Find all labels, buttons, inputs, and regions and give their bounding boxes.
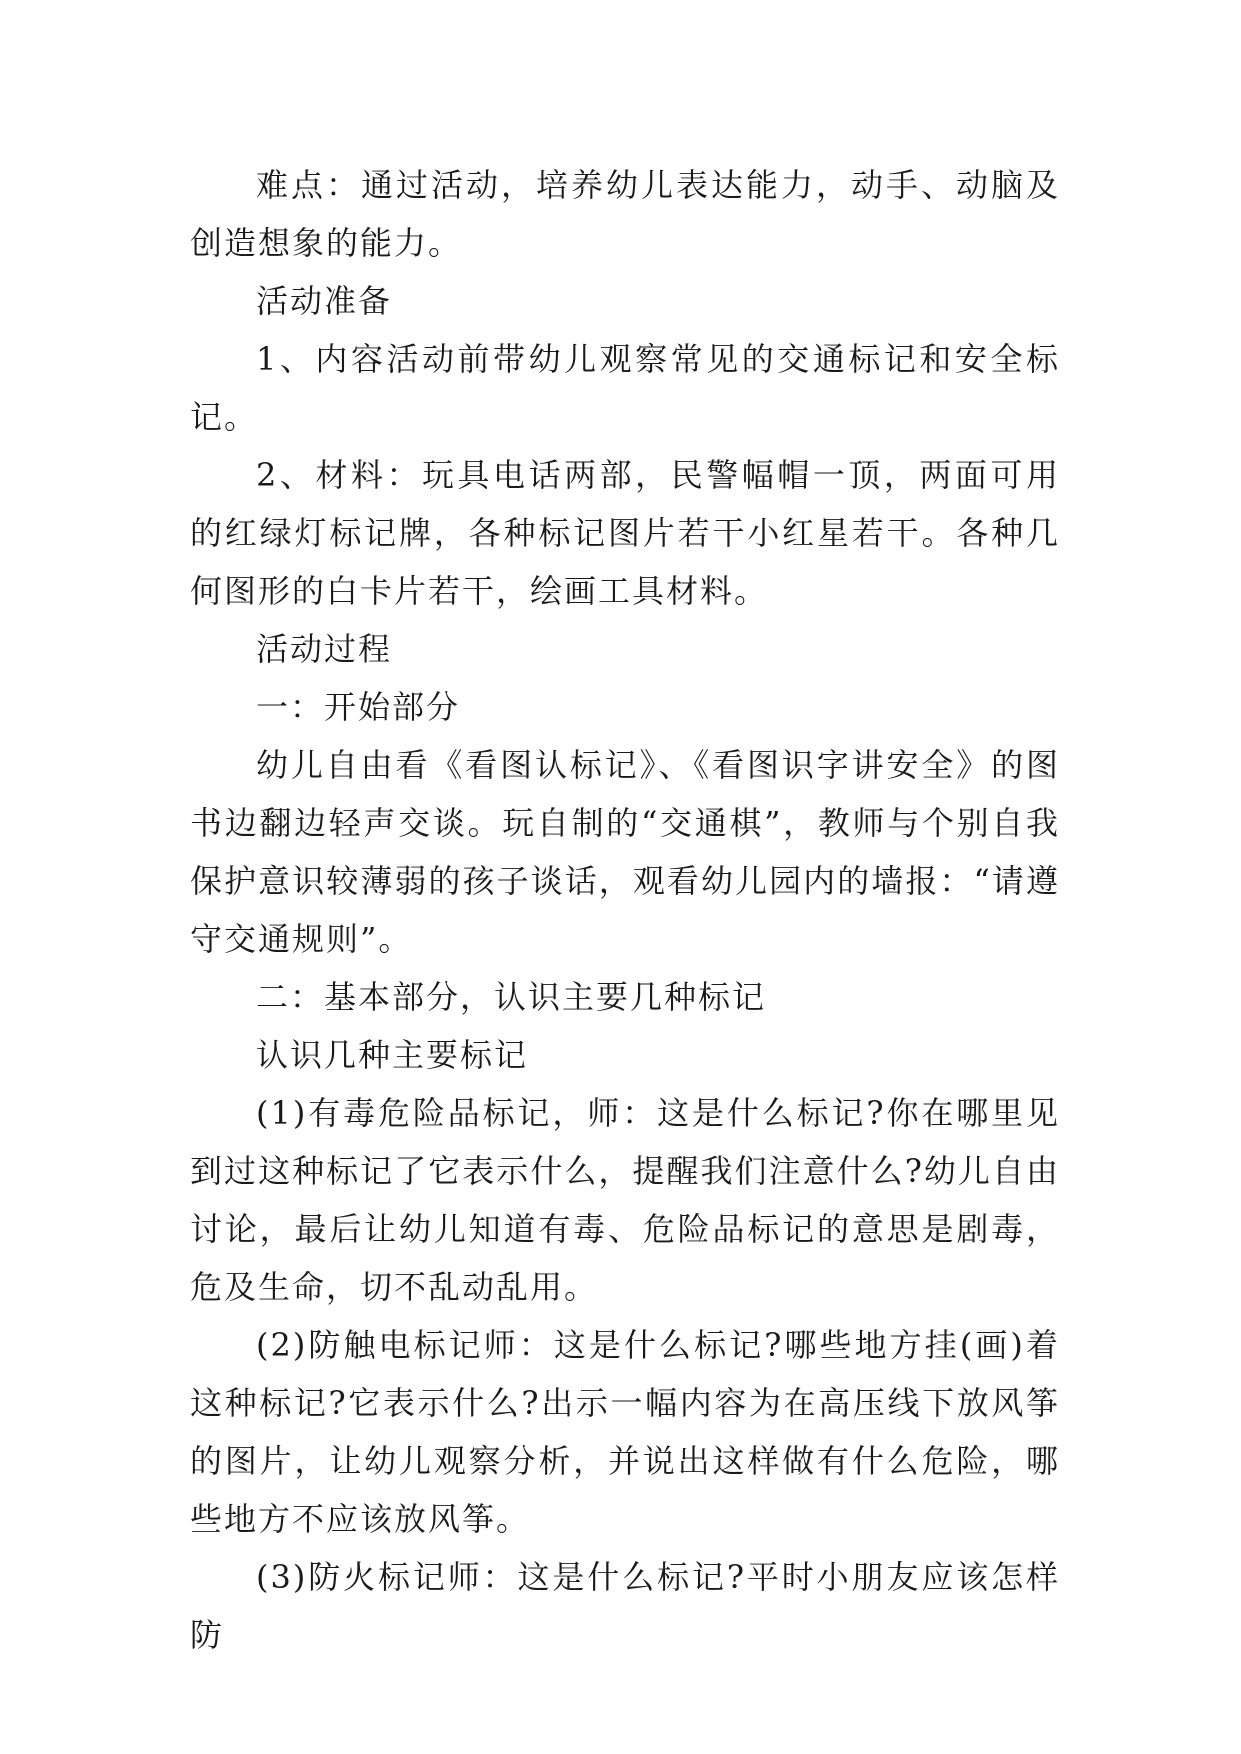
paragraph-preparation-materials: 2、材料：玩具电话两部，民警幅帽一顶，两面可用的红绿灯标记牌，各种标记图片若干小红星若干。各种几何图形的白卡片若干，绘画工具材料。 xyxy=(190,456,1060,610)
paragraph-sign-toxic: (1)有毒危险品标记，师：这是什么标记?你在哪里见到过这种标记了它表示什么，提醒我们注意什么?幼儿自由讨论，最后让幼儿知道有毒、危险品标记的意思是剧毒，危及生命，切不乱动乱用。 xyxy=(190,1094,1060,1306)
heading-main-signs: 认识几种主要标记 xyxy=(256,1036,529,1074)
paragraph-sign-electric: (2)防触电标记师：这是什么标记?哪些地方挂(画)着这种标记?它表示什么?出示一幅内容为在高压线下放风筝的图片，让幼儿观察分析，并说出这样做有什么危险，哪些地方不应该放风筝。 xyxy=(190,1326,1060,1538)
heading-part-two: 二：基本部分，认识主要几种标记 xyxy=(256,978,767,1016)
paragraph-sign-fire: (3)防火标记师：这是什么标记?平时小朋友应该怎样防 xyxy=(190,1558,1060,1654)
heading-activity-preparation: 活动准备 xyxy=(256,282,393,320)
paragraph-part-one: 幼儿自由看《看图认标记》、《看图识字讲安全》的图书边翻边轻声交谈。玩自制的“交通棋”，教师与个别自我保护意识较薄弱的孩子谈话，观看幼儿园内的墙报：“请遵守交通规则”。 xyxy=(190,746,1060,958)
heading-part-one: 一：开始部分 xyxy=(256,688,461,726)
document-body xyxy=(190,156,1060,1664)
heading-activity-process: 活动过程 xyxy=(256,630,393,668)
paragraph-preparation-content: 1、内容活动前带幼儿观察常见的交通标记和安全标记。 xyxy=(190,340,1060,436)
paragraph-difficulty: 难点：通过活动，培养幼儿表达能力，动手、动脑及创造想象的能力。 xyxy=(190,166,1060,262)
